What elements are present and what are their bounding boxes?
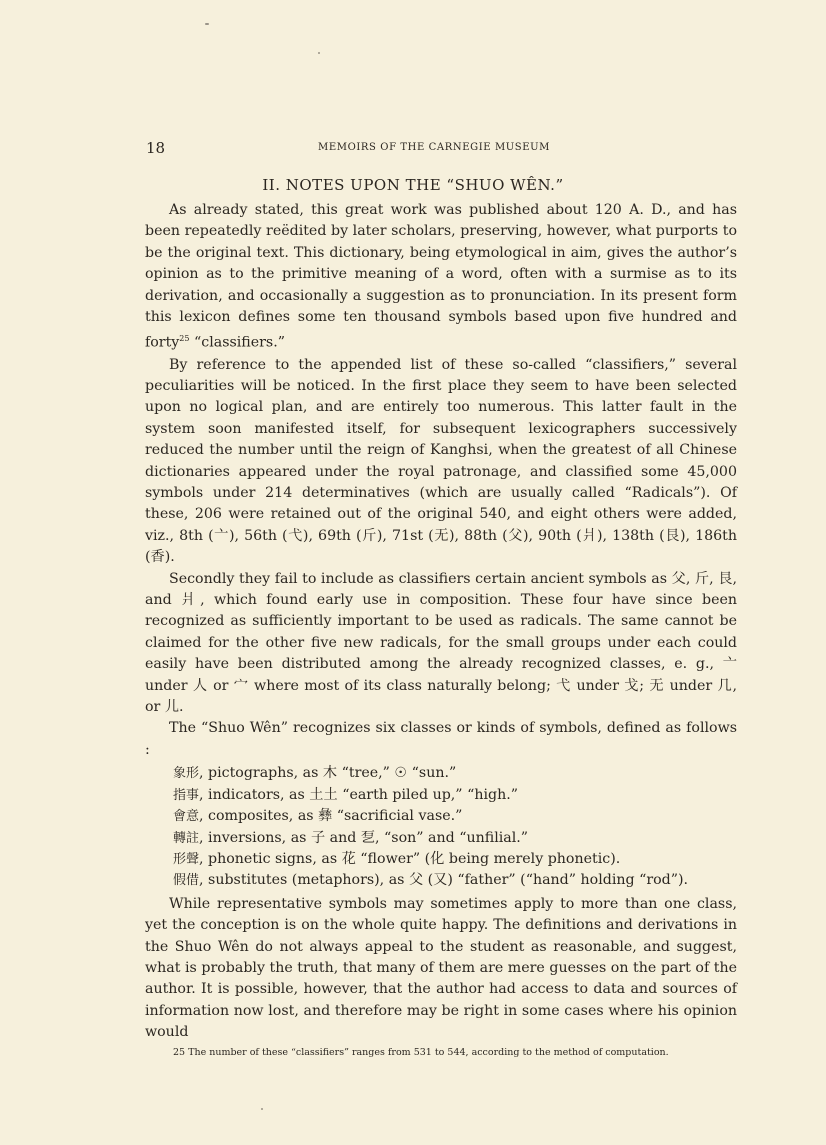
symbol-class-item — [173, 870, 737, 891]
section-title: II. NOTES UPON THE “SHUO WÊN.” — [262, 176, 564, 194]
paragraph-3: Secondly they fail to include as classifiers certain ancient symbols as 父, 斤, 艮, and 爿, which found early use in composition. These four have since been recognized as sufficiently important to be used as radicals. The same cannot be claimed for the other five new radicals, for the small groups under each could easily have been distributed among the already recognized classes, e. g., 亠 under 人 or 宀 where most of its class naturally belong; 弋 under 戈; 无 under 几, or 儿. — [145, 570, 737, 716]
running-head: MEMOIRS OF THE CARNEGIE MUSEUM — [318, 142, 551, 153]
page-speck — [261, 1108, 263, 1110]
paragraph-1-text: As already stated, this great work was published about 120 A. D., and has been repeatedly reëdited by later scholars, preserving, however, what purports to be the original text. This dictionary, being etymological in aim, gives the author’s opinion as to the primitive meaning of a word, often with a surmise as to its derivation, and occasionally a suggestion as to pronunciation. In its present form this lexicon defines some ten thousand symbols based upon five hundred and forty — [145, 202, 737, 352]
footnote: 25 The number of these “classifiers” ranges from 531 to 544, according to the method of computation. — [173, 1046, 669, 1058]
symbol-class-desc: , phonetic signs, as 花 “flower” (化 being merely phonetic). — [199, 850, 621, 867]
symbol-class-item — [173, 763, 737, 784]
symbol-class-item — [173, 849, 737, 870]
chinese-term: 指事 — [173, 787, 200, 803]
chinese-term: 轉註 — [173, 830, 200, 846]
symbol-class-item — [173, 806, 737, 827]
symbol-class-item — [173, 785, 737, 806]
symbol-class-desc: , pictographs, as 木 “tree,” ☉ “sun.” — [199, 765, 457, 782]
paragraph-5: While representative symbols may sometimes apply to more than one class, yet the conception is on the whole quite happy. The definitions and derivations in the Shuo Wên do not always appeal to the student as reasonable, and suggest, what is probably the truth, that many of them are mere guesses on the part of the author. It is possible, however, that the author had access to data and sources of information now lost, and therefore may be right in some cases where his opinion would — [145, 895, 737, 1041]
page-number: 18 — [146, 139, 166, 157]
chinese-term: 假借 — [173, 873, 200, 889]
symbol-class-desc: , substitutes (metaphors), as 父 (又) “father” (“hand” holding “rod”). — [199, 872, 689, 889]
symbol-class-desc: , composites, as 彝 “sacrificial vase.” — [199, 808, 463, 825]
symbol-class-desc: , indicators, as 土土 “earth piled up,” “high.” — [199, 786, 518, 803]
paragraph-4: The “Shuo Wên” recognizes six classes or kinds of symbols, defined as follows : — [145, 720, 737, 758]
symbol-class-item — [173, 828, 737, 849]
paragraph-1 — [145, 200, 737, 355]
footnote-ref: 25 — [179, 334, 190, 344]
body-text — [145, 200, 737, 1060]
symbol-class-desc: , inversions, as 子 and 乭, “son” and “unfilial.” — [199, 829, 529, 846]
chinese-term: 象形 — [173, 766, 200, 782]
chinese-term: 形聲 — [173, 851, 200, 867]
page-speck — [318, 52, 320, 54]
symbol-class-list — [145, 763, 737, 891]
paragraph-2: By reference to the appended list of these so-called “classifiers,” several peculiarities will be noticed. In the first place they seem to have been selected upon no logical plan, and are entirely too numerous. This latter fault in the system soon manifested itself, for subsequent lexicographers successively reduced the number until the reign of Kanghsi, when the greatest of all Chinese dictionaries appeared under the royal patronage, and classified some 45,000 symbols under 214 determinatives (which are usually called “Radicals”). Of these, 206 were retained out of the original 540, and eight others were added, viz., 8th (亠), 56th (弋), 69th (斤), 71st (无), 88th (父), 90th (爿), 138th (艮), 186th (香). — [145, 356, 737, 566]
paragraph-1-end: “classifiers.” — [189, 335, 285, 352]
chinese-term: 會意 — [173, 809, 200, 825]
page-speck — [205, 23, 209, 25]
